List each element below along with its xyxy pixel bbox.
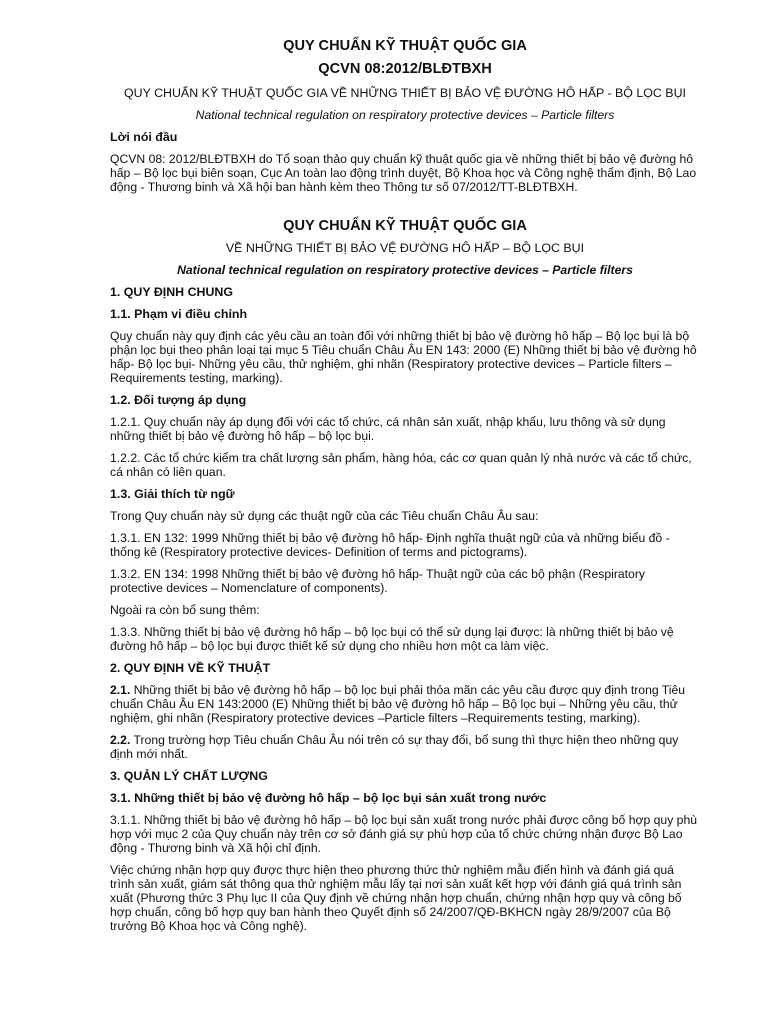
section-1-2-heading: 1.2. Đối tượng áp dụng (110, 393, 247, 407)
section-2-1-paragraph (110, 683, 700, 725)
section-3-1-heading: 3.1. Những thiết bị bảo vệ đường hô hấp – bộ lọc bụi sản xuất trong nước (110, 791, 547, 805)
section-1-1-heading: 1.1. Phạm vi điều chỉnh (110, 307, 248, 321)
section-1-2-2-text: 1.2.2. Các tổ chức kiểm tra chất lượng sản phẩm, hàng hóa, các cơ quan quản lý nhà nước và các tổ chức, cá nhân có liên quan. (110, 451, 692, 479)
doc-title: QUY CHUẨN KỸ THUẬT QUỐC GIA (283, 38, 527, 54)
section-2-2-paragraph (110, 733, 700, 761)
section-1-3-more: Ngoài ra còn bổ sung thêm: (110, 603, 260, 617)
section-3-1-1-more: Việc chứng nhận hợp quy được thực hiện theo phương thức thử nghiệm mẫu điển hình và đánh giá quá trình sản xuất, giám sát thông qua thử nghiệm mẫu lấy tại nơi sản xuất kết hợp với đánh giá quá trình sản xuất (Phương thức 3 Phụ lục II của Quy định về chứng nhận hợp chuẩn, chứng nhận hợp quy và công bố hợp chuẩn, công bố hợp quy ban hành theo Quyết định số 24/2007/QĐ-BKHCN ngày 28/9/2007 của Bộ trưởng Bộ Khoa học và Công nghệ). (110, 863, 682, 933)
section-2-1-text: Những thiết bị bảo vệ đường hô hấp – bộ lọc bụi phải thỏa mãn các yêu cầu được quy định trong Tiêu chuẩn Châu Âu EN 143:2000 (E) Những thiết bị bảo vệ đường hô hấp – Bộ lọc bụi – Những yêu cầu, thử nghiệm, ghi nhãn (Respiratory protective devices –Particle filters –Requirements testing, marking). (110, 683, 686, 725)
section-1-2-1-text: 1.2.1. Quy chuẩn này áp dụng đối với các tổ chức, cá nhân sản xuất, nhập khẩu, lưu thông và sử dụng những thiết bị bảo vệ đường hô hấp – bộ lọc bụi. (110, 415, 666, 443)
section-2-1-number: 2.1. (110, 683, 131, 697)
section-1-3-heading: 1.3. Giải thích từ ngữ (110, 487, 235, 501)
main-english-title: National technical regulation on respiratory protective devices – Particle filters (177, 263, 633, 277)
section-1-1-text: Quy chuẩn này quy định các yêu cầu an toàn đối với những thiết bị bảo vệ đường hô hấp – Bộ lọc bụi là bộ phận lọc bụi theo phân loại tại mục 5 Tiêu chuẩn Châu Âu EN 143: 2000 (E) Những thiết bị bảo vệ đường hô hấp- Bộ lọc bụi- Những yêu cầu, thử nghiệm, ghi nhãn (Respiratory protective devices – Particle filters –Requirements testing, marking). (110, 329, 697, 385)
section-1-3-2-text: 1.3.2. EN 134: 1998 Những thiết bị bảo vệ đường hô hấp- Thuật ngữ của các bộ phận (Respiratory protective devices – Nomenclature of components). (110, 567, 645, 595)
document-body (110, 38, 700, 933)
doc-code: QCVN 08:2012/BLĐTBXH (318, 61, 492, 77)
foreword-text: QCVN 08: 2012/BLĐTBXH do Tổ soạn thảo quy chuẩn kỹ thuật quốc gia về những thiết bị bảo vệ đường hô hấp – Bộ lọc bụi biên soạn, Cục An toàn lao động trình duyệt, Bộ Khoa học và Công nghệ thẩm định, Bộ Lao động - Thương binh và Xã hội ban hành kèm theo Thông tư số 07/2012/TT-BLĐTBXH. (110, 152, 697, 194)
main-title: QUY CHUẨN KỸ THUẬT QUỐC GIA (283, 218, 527, 234)
section-2-2-text: Trong trường hợp Tiêu chuẩn Châu Âu nói trên có sự thay đổi, bổ sung thì thực hiện theo những quy định mới nhất. (110, 733, 679, 761)
doc-subtitle: QUY CHUẨN KỸ THUẬT QUỐC GIA VỀ NHỮNG THIẾT BỊ BẢO VỆ ĐƯỜNG HÔ HẤP - BỘ LỌC BỤI (124, 86, 686, 100)
section-1-3-intro: Trong Quy chuẩn này sử dụng các thuật ngữ của các Tiêu chuẩn Châu Âu sau: (110, 509, 539, 523)
section-2-2-number: 2.2. (110, 733, 131, 747)
section-3-heading: 3. QUẢN LÝ CHẤT LƯỢNG (110, 769, 268, 783)
section-1-3-3-text: 1.3.3. Những thiết bị bảo vệ đường hô hấp – bộ lọc bụi có thể sử dụng lại được: là những thiết bị bảo vệ đường hô hấp – bộ lọc bụi được thiết kế sử dụng cho nhiều hơn một ca làm việc. (110, 625, 674, 653)
section-1-3-1-text: 1.3.1. EN 132: 1999 Những thiết bị bảo vệ đường hô hấp- Định nghĩa thuật ngữ của và những biểu đồ - thống kê (Respiratory protective devices- Definition of terms and pictograms). (110, 531, 670, 559)
section-2-heading: 2. QUY ĐỊNH VỀ KỸ THUẬT (110, 661, 271, 675)
section-3-1-1-text: 3.1.1. Những thiết bị bảo vệ đường hô hấp – bộ lọc bụi sản xuất trong nước phải được công bố hợp quy phù hợp với mục 2 của Quy chuẩn này trên cơ sở đánh giá sự phù hợp của tổ chức chứng nhận được Bộ Lao động - Thương binh và Xã hội chỉ định. (110, 813, 698, 855)
doc-english-title: National technical regulation on respiratory protective devices – Particle filters (195, 108, 615, 122)
section-1-heading: 1. QUY ĐỊNH CHUNG (110, 285, 234, 299)
main-subtitle: VỀ NHỮNG THIẾT BỊ BẢO VỆ ĐƯỜNG HÔ HẤP – BỘ LỌC BỤI (225, 241, 585, 255)
foreword-heading: Lời nói đầu (110, 130, 178, 144)
